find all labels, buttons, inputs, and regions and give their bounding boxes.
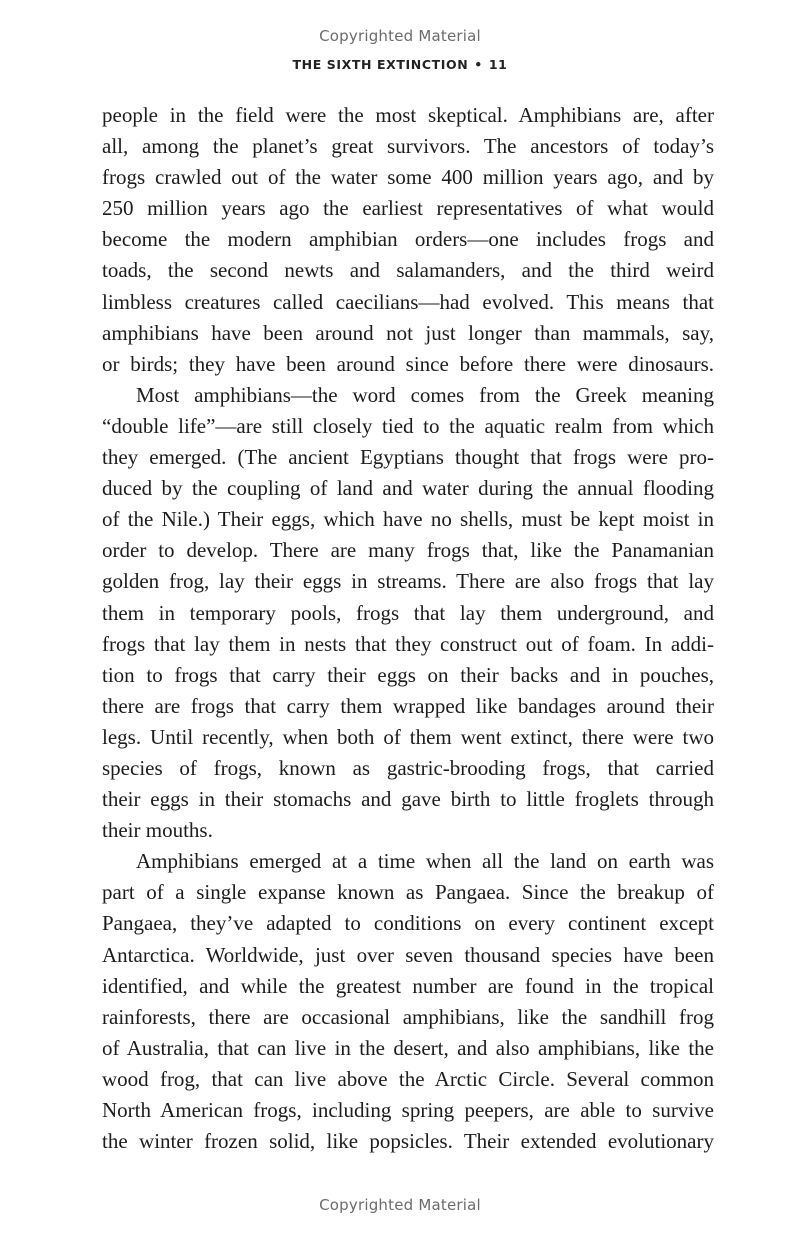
text-line: golden frog, lay their eggs in streams. There are also frogs that lay [102, 569, 714, 594]
copyright-watermark-top: Copyrighted Material [319, 27, 481, 45]
text-line: they emerged. (The ancient Egyptians thought that frogs were pro- [102, 445, 714, 470]
copyright-watermark-bottom: Copyrighted Material [319, 1196, 481, 1214]
text-line: legs. Until recently, when both of them went extinct, there were two [102, 724, 714, 749]
text-line: frogs crawled out of the water some 400 million years ago, and by [102, 165, 714, 190]
text-line: their eggs in their stomachs and gave birth to little froglets through [102, 787, 714, 812]
text-line: Pangaea, they’ve adapted to conditions on every continent except [102, 911, 714, 936]
text-line: there are frogs that carry them wrapped like bandages around their [102, 693, 714, 718]
text-line: “double life”—are still closely tied to the aquatic realm from which [102, 413, 714, 438]
text-line: 250 million years ago the earliest representatives of what would [102, 196, 714, 221]
text-line: order to develop. There are many frogs that, like the Panamanian [102, 538, 714, 563]
page-number: 11 [488, 57, 508, 72]
text-line: tion to frogs that carry their eggs on their backs and in pouches, [102, 662, 714, 687]
body-text [102, 100, 714, 1157]
text-line: all, among the planet’s great survivors. The ancestors of today’s [102, 134, 714, 159]
book-title: THE SIXTH EXTINCTION [292, 57, 469, 72]
running-head [0, 57, 800, 72]
header-separator: • [474, 57, 483, 72]
paragraph-1 [102, 100, 714, 380]
text-line: rainforests, there are occasional amphibians, like the sandhill frog [102, 1004, 714, 1029]
paragraph-2 [102, 380, 714, 846]
text-line: frogs that lay them in nests that they construct out of foam. In addi- [102, 631, 714, 656]
text-line: or birds; they have been around since before there were dinosaurs. [102, 351, 714, 376]
text-line: North American frogs, including spring peepers, are able to survive [102, 1098, 714, 1122]
text-line: their mouths. [102, 818, 213, 843]
paragraph-3 [102, 846, 714, 1157]
text-line: amphibians have been around not just longer than mammals, say, [102, 320, 714, 345]
text-line: Antarctica. Worldwide, just over seven thousand species have been [102, 942, 714, 967]
text-line: Most amphibians—the word comes from the Greek meaning [136, 382, 714, 407]
text-line: wood frog, that can live above the Arctic Circle. Several common [102, 1066, 714, 1091]
text-line: of Australia, that can live in the desert, and also amphibians, like the [102, 1035, 714, 1060]
text-line: identified, and while the greatest number are found in the tropical [102, 973, 714, 998]
text-line: them in temporary pools, frogs that lay them underground, and [102, 600, 714, 625]
text-line: limbless creatures called caecilians—had evolved. This means that [102, 289, 714, 314]
text-line: the winter frozen solid, like popsicles. Their extended evolutionary [102, 1129, 714, 1154]
text-line: of the Nile.) Their eggs, which have no shells, must be kept moist in [102, 507, 714, 532]
text-line: duced by the coupling of land and water during the annual flooding [102, 476, 714, 501]
text-line: species of frogs, known as gastric-brooding frogs, that carried [102, 755, 714, 780]
text-line: people in the field were the most skeptical. Amphibians are, after [102, 103, 714, 127]
text-line: toads, the second newts and salamanders, and the third weird [102, 258, 714, 283]
text-line: Amphibians emerged at a time when all the land on earth was [136, 849, 714, 874]
text-line: part of a single expanse known as Pangaea. Since the breakup of [102, 880, 714, 905]
text-line: become the modern amphibian orders—one includes frogs and [102, 227, 714, 252]
